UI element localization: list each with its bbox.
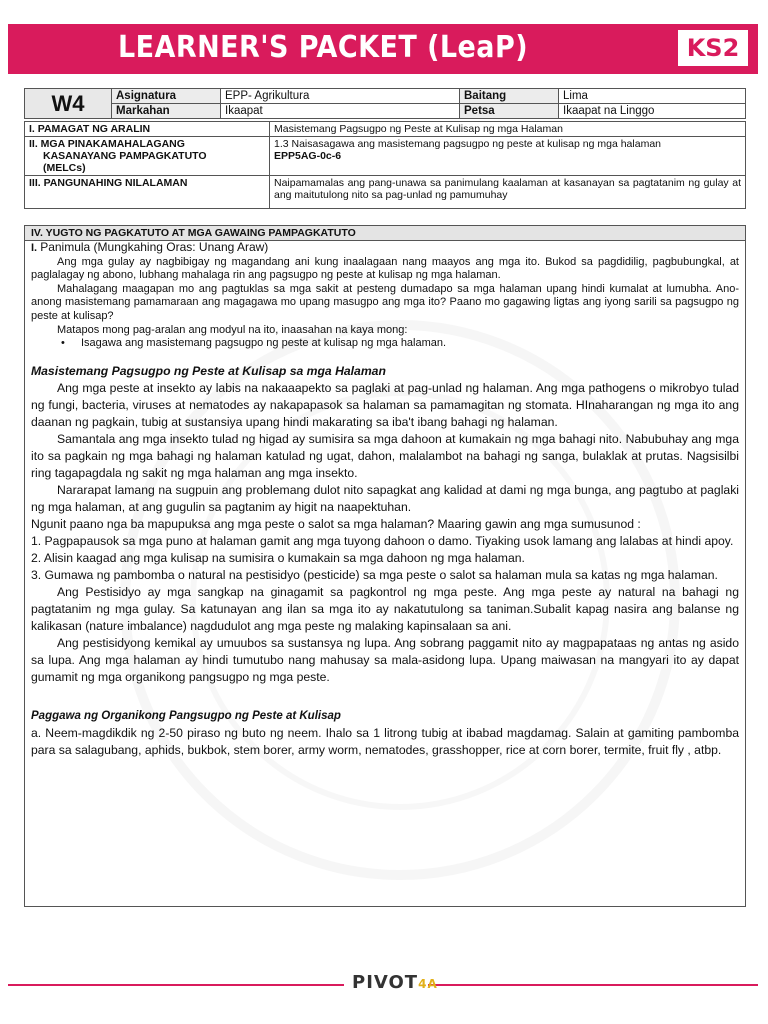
lesson-title-value: Masistemang Pagsugpo ng Peste at Kulisap ng mga Halaman <box>270 122 746 137</box>
ks-badge: KS2 <box>678 30 748 66</box>
main-paragraph-4: Ngunit paano nga ba mapupuksa ang mga peste o salot sa mga halaman? Maaring gawin ang mga sumusunod : <box>31 516 641 531</box>
main-paragraph-3: Nararapat lamang na sugpuin ang problemang dulot nito sapagkat ang kalidad at dami ng mga bunga, ang pagtubo at paglaki ng mga halaman, at ang gugulin sa pagtanim ay higit na naapektuhan. <box>31 482 739 514</box>
melcs-label-line1: II. MGA PINAKAMAHALAGANG <box>29 138 185 150</box>
petsa-label: Petsa <box>460 104 559 119</box>
intro-paragraph-3: Matapos mong pag-aralan ang modyul na ito, inaasahan na kaya mong: <box>57 323 408 336</box>
main-paragraph-2: Samantala ang mga insekto tulad ng higad ay sumisira sa mga dahoon at kumakain ng mga bahagi nito. Nabubuhay ang mga ito sa pagkain ng mga bahagi ng halaman katulad ng ugat, dahon, malalambot na bahagi ng sanga, bulaklak at prutas. Nagsisilbi ring tagapagdala ng sakit ng mga halaman ang mga insekto. <box>31 431 739 480</box>
pivot-logo <box>352 972 438 993</box>
intro-bullet-text: Isagawa ang masistemang pagsugpo ng peste at kulisap ng mga halaman. <box>81 337 447 350</box>
lesson-title-label: I. PAMAGAT NG ARALIN <box>25 122 270 137</box>
organic-item-a: a. Neem-magdikdik ng 2-50 piraso ng buto ng neem. Ihalo sa 1 litrong tubig at ibabad magdamag. Salain at gamiting pambomba para sa salagubang, aphids, bukbok, stem borer, army worm, nematodes, grasshopper, rice at corn borer, termite, fruit fly , atbp. <box>31 725 739 757</box>
document-title: LEARNER'S PACKET (LeaP) <box>117 30 529 65</box>
main-paragraph-5: Ang Pestisidyo ay mga sangkap na ginagamit sa pagkontrol ng mga peste. Ang mga peste ay natural na bahagi ng pagtatanim ng mga gulay. Sa katunayan ang ilan sa mga ito ay nakatutulong sa taniman.Subalit kapag nasira ang balanse ng kalikasan (nature imbalance) nagdudulot ang mga peste ng malaking kapinsalaan sa ani. <box>31 584 739 633</box>
intro-bullet <box>31 337 739 351</box>
main-paragraph-1: Ang mga peste at insekto ay labis na nakaaapekto sa paglaki at pag-unlad ng halaman. Ang mga pathogens o mikrobyo tulad ng fungi, bacteria, viruses at nematodes ay nakapapasok sa halaman sa pamamagitan ng stomata. HInaharangan ng mga ito ang daanan ng pagkain, tubig at sustansiya upang hindi makarating sa iba't ibang bahagi ng halaman. <box>31 380 739 429</box>
melcs-value <box>270 137 746 176</box>
list-item-2: 2. Alisin kaagad ang mga kulisap na sumisira o kumakain sa mga dahoon ng mga halaman. <box>31 550 525 565</box>
intro-paragraph-1: Ang mga gulay ay nagbibigay ng magandang ani kung inaalagaan nang maayos ang mga ito. Bukod sa pagdidilig, pagbubungkal, at paglalagay ng abono, lubhang mahalaga rin ang pagsugpo ng peste at kulisap ng mga halaman. <box>31 255 739 282</box>
section-heading: IV. YUGTO NG PAGKATUTO AT MGA GAWAING PAMPAGKATUTO <box>25 226 745 241</box>
info-table <box>24 88 746 119</box>
melcs-label-line2: KASANAYANG PAMPAGKATUTO <box>43 150 207 162</box>
main-paragraph-6: Ang pestisidyong kemikal ay umuubos sa sustansya ng lupa. Ang sobrang paggamit nito ay magpapataas ng antas ng asido sa lupa. Ang mga halaman ay hindi tumutubo nang mahusay sa mala-asidong lupa. Upang maiwasan na mangyari ito ay dapat gumamit ng mga organikong pangsugpo ng mga peste. <box>31 635 739 684</box>
melcs-code: EPP5AG-0c-6 <box>274 150 342 162</box>
bullet-icon: • <box>61 337 65 350</box>
intro-section <box>25 241 745 351</box>
header-banner <box>8 24 758 74</box>
learning-activities-box <box>24 225 746 907</box>
melcs-label-line3: (MELCs) <box>43 162 86 174</box>
intro-title: Panimula (Mungkahing Oras: Unang Araw) <box>40 240 269 254</box>
markahan-value: Ikaapat <box>221 104 460 119</box>
asignatura-label: Asignatura <box>112 89 221 104</box>
main-content <box>25 363 745 759</box>
petsa-value: Ikaapat na Linggo <box>559 104 746 119</box>
main-title: Masistemang Pagsugpo ng Peste at Kulisap sa mga Halaman <box>31 363 386 378</box>
intro-paragraph-2: Mahalagang maagapan mo ang pagtuklas sa mga sakit at pesteng dumadapo sa mga halaman upang hindi kumalat at lumubha. Ano-anong masistemang pamamaraan ang magagawa mo upang masugpo ang mga ito? Paano mo gagawing ligtas ang iyong sarili sa pagsugpo ng peste at kulisap? <box>31 282 739 322</box>
melcs-label <box>25 137 270 176</box>
content-label: III. PANGUNAHING NILALAMAN <box>25 176 270 209</box>
pivot-logo-suffix: 4A <box>418 977 438 991</box>
asignatura-value: EPP- Agrikultura <box>221 89 460 104</box>
lesson-table <box>24 121 746 209</box>
baitang-label: Baitang <box>460 89 559 104</box>
organic-title: Paggawa ng Organikong Pangsugpo ng Peste at Kulisap <box>31 709 341 722</box>
list-item-3: 3. Gumawa ng pambomba o natural na pestisidyo (pesticide) sa mga peste o salot sa halaman mula sa katas ng mga halaman. <box>31 567 718 582</box>
markahan-label: Markahan <box>112 104 221 119</box>
melcs-text: 1.3 Naisasagawa ang masistemang pagsugpo ng peste at kulisap ng mga halaman <box>274 138 661 150</box>
week-label: W4 <box>25 89 112 119</box>
footer-line-left <box>8 984 344 986</box>
pivot-logo-text: PIVOT <box>352 972 419 993</box>
baitang-value: Lima <box>559 89 746 104</box>
content-value: Naipamamalas ang pang-unawa sa panimulang kaalaman at kasanayan sa pagtatanim ng gulay at ang maitutulong nito sa pag-unlad ng pamumuhay <box>270 176 746 209</box>
intro-label: I. <box>31 242 38 254</box>
footer-line-right <box>428 984 758 986</box>
list-item-1: 1. Pagpapausok sa mga puno at halaman gamit ang mga tuyong dahoon o damo. Tiyaking usok lamang ang lalabas at hindi apoy. <box>31 533 734 548</box>
